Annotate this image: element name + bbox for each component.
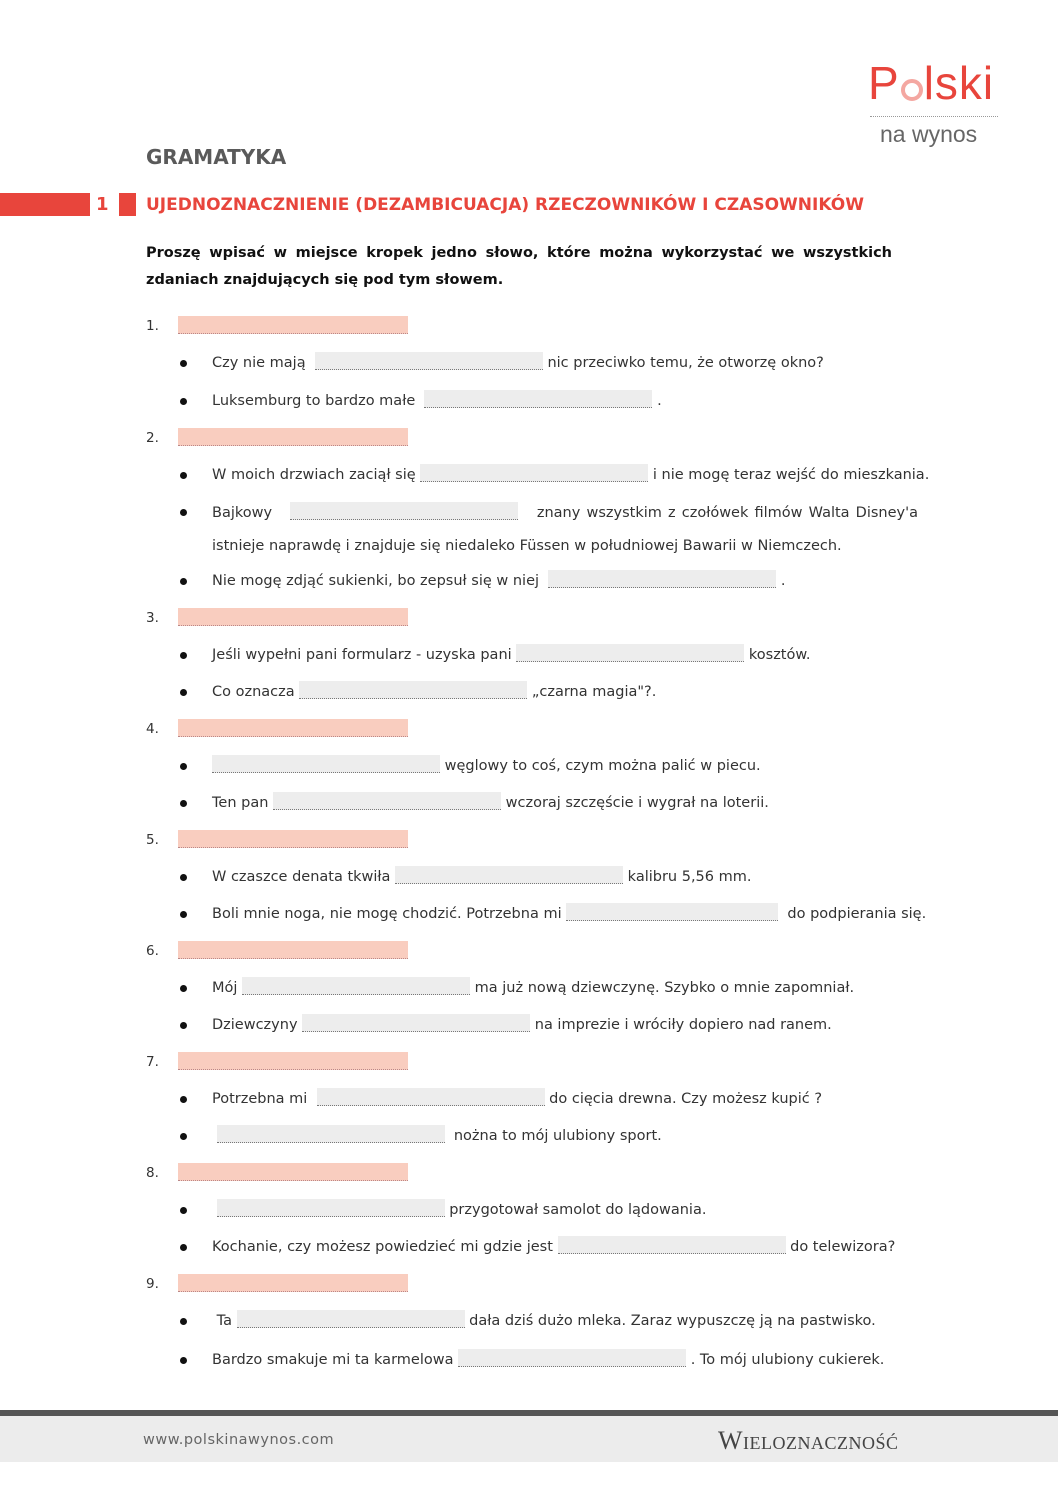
brand-logo — [868, 58, 1008, 148]
sentence: Kochanie, czy możesz powiedzieć mi gdzie jest do telewizora? — [212, 1236, 895, 1255]
sentence: Bardzo smakuje mi ta karmelowa . To mój ulubiony cukierek. — [212, 1349, 884, 1368]
answer-field[interactable] — [178, 830, 408, 848]
bullet — [180, 800, 187, 807]
blank-field[interactable] — [242, 977, 470, 995]
answer-field[interactable] — [178, 608, 408, 626]
bullet — [180, 1357, 187, 1364]
item-number: 3. — [146, 610, 159, 626]
item-number: 9. — [146, 1276, 159, 1292]
sentence: Nie mogę zdjąć sukienki, bo zepsuł się w niej . — [212, 570, 785, 589]
sentence: Potrzebna mi do cięcia drewna. Czy możesz kupić ? — [212, 1088, 822, 1107]
bullet — [180, 360, 187, 367]
sentence: węglowy to coś, czym można palić w piecu. — [212, 755, 761, 774]
blank-field[interactable] — [217, 1125, 445, 1143]
bullet — [180, 1244, 187, 1251]
bullet — [180, 763, 187, 770]
bullet — [180, 1096, 187, 1103]
item-number: 1. — [146, 318, 159, 334]
blank-field[interactable] — [302, 1014, 530, 1032]
bullet — [180, 1133, 187, 1140]
bullet — [180, 398, 187, 405]
answer-field[interactable] — [178, 428, 408, 446]
blank-field[interactable] — [420, 464, 648, 482]
logo-divider — [870, 116, 998, 117]
blank-field[interactable] — [424, 390, 652, 408]
bullet — [180, 578, 187, 585]
logo-subtitle: na wynos — [880, 121, 978, 147]
item-number: 5. — [146, 832, 159, 848]
item-number: 6. — [146, 943, 159, 959]
sentence: Dziewczyny na imprezie i wróciły dopiero nad ranem. — [212, 1014, 832, 1033]
blank-field[interactable] — [212, 755, 440, 773]
sentence: Ten pan wczoraj szczęście i wygrał na loterii. — [212, 792, 769, 811]
answer-field[interactable] — [178, 719, 408, 737]
blank-field[interactable] — [566, 903, 778, 921]
bullet — [180, 1207, 187, 1214]
sentence: Ta dała dziś dużo mleka. Zaraz wypuszczę ją na pastwisko. — [212, 1310, 876, 1329]
sentence: Boli mnie noga, nie mogę chodzić. Potrzebna mi do podpierania się. — [212, 903, 926, 922]
bullet — [180, 472, 187, 479]
exercise-number: 1 — [96, 194, 109, 215]
bullet — [180, 874, 187, 881]
blank-field[interactable] — [516, 644, 744, 662]
section-bar-decoration — [0, 193, 90, 216]
bullet — [180, 689, 187, 696]
answer-field[interactable] — [178, 1163, 408, 1181]
item-number: 8. — [146, 1165, 159, 1181]
item-number: 7. — [146, 1054, 159, 1070]
logo-circle-icon — [901, 79, 923, 101]
sentence: Luksemburg to bardzo małe . — [212, 390, 662, 409]
sentence: Jeśli wypełni pani formularz - uzyska pani kosztów. — [212, 644, 811, 663]
blank-field[interactable] — [217, 1199, 445, 1217]
item-number: 2. — [146, 430, 159, 446]
blank-field[interactable] — [317, 1088, 545, 1106]
sentence: W czaszce denata tkwiła kalibru 5,56 mm. — [212, 866, 751, 885]
blank-field[interactable] — [290, 502, 518, 520]
answer-field[interactable] — [178, 1052, 408, 1070]
bullet — [180, 985, 187, 992]
sentence: Mój ma już nową dziewczynę. Szybko o mnie zapomniał. — [212, 977, 854, 996]
sentence: Co oznacza „czarna magia"?. — [212, 681, 656, 700]
blank-field[interactable] — [299, 681, 527, 699]
blank-field[interactable] — [237, 1310, 465, 1328]
sentence: nożna to mój ulubiony sport. — [212, 1125, 662, 1144]
bullet — [180, 652, 187, 659]
section-marker-decoration — [119, 193, 136, 216]
section-heading: GRAMATYKA — [146, 145, 287, 169]
blank-field[interactable] — [458, 1349, 686, 1367]
bullet — [180, 1318, 187, 1325]
exercise-title: UJEDNOZNACZNIENIE (DEZAMBICUACJA) RZECZOWNIKÓW I CZASOWNIKÓW — [146, 195, 864, 215]
blank-field[interactable] — [315, 352, 543, 370]
exercise-instruction: Proszę wpisać w miejsce kropek jedno słowo, które można wykorzystać we wszystkich zdaniach znajdujących się pod tym słowem. — [146, 245, 892, 288]
item-number: 4. — [146, 721, 159, 737]
bullet — [180, 509, 187, 516]
blank-field[interactable] — [548, 570, 776, 588]
answer-field[interactable] — [178, 1274, 408, 1292]
bullet — [180, 911, 187, 918]
answer-field[interactable] — [178, 316, 408, 334]
blank-field[interactable] — [395, 866, 623, 884]
answer-field[interactable] — [178, 941, 408, 959]
footer-title: Wieloznaczność — [718, 1426, 899, 1455]
logo-wordmark: P lski — [868, 57, 995, 109]
bullet — [180, 1022, 187, 1029]
footer-url[interactable]: www.polskinawynos.com — [143, 1432, 335, 1448]
blank-field[interactable] — [273, 792, 501, 810]
sentence: przygotował samolot do lądowania. — [212, 1199, 706, 1218]
sentence: W moich drzwiach zaciął się i nie mogę teraz wejść do mieszkania. — [212, 464, 929, 483]
blank-field[interactable] — [558, 1236, 786, 1254]
sentence: Czy nie mają nic przeciwko temu, że otworzę okno? — [212, 352, 824, 371]
sentence: Bajkowy znany wszystkim z czołówek filmów Walta Disney'a istnieje naprawdę i znajduje się niedaleko Füssen w południowej Bawarii w Niemczech. — [212, 497, 918, 563]
